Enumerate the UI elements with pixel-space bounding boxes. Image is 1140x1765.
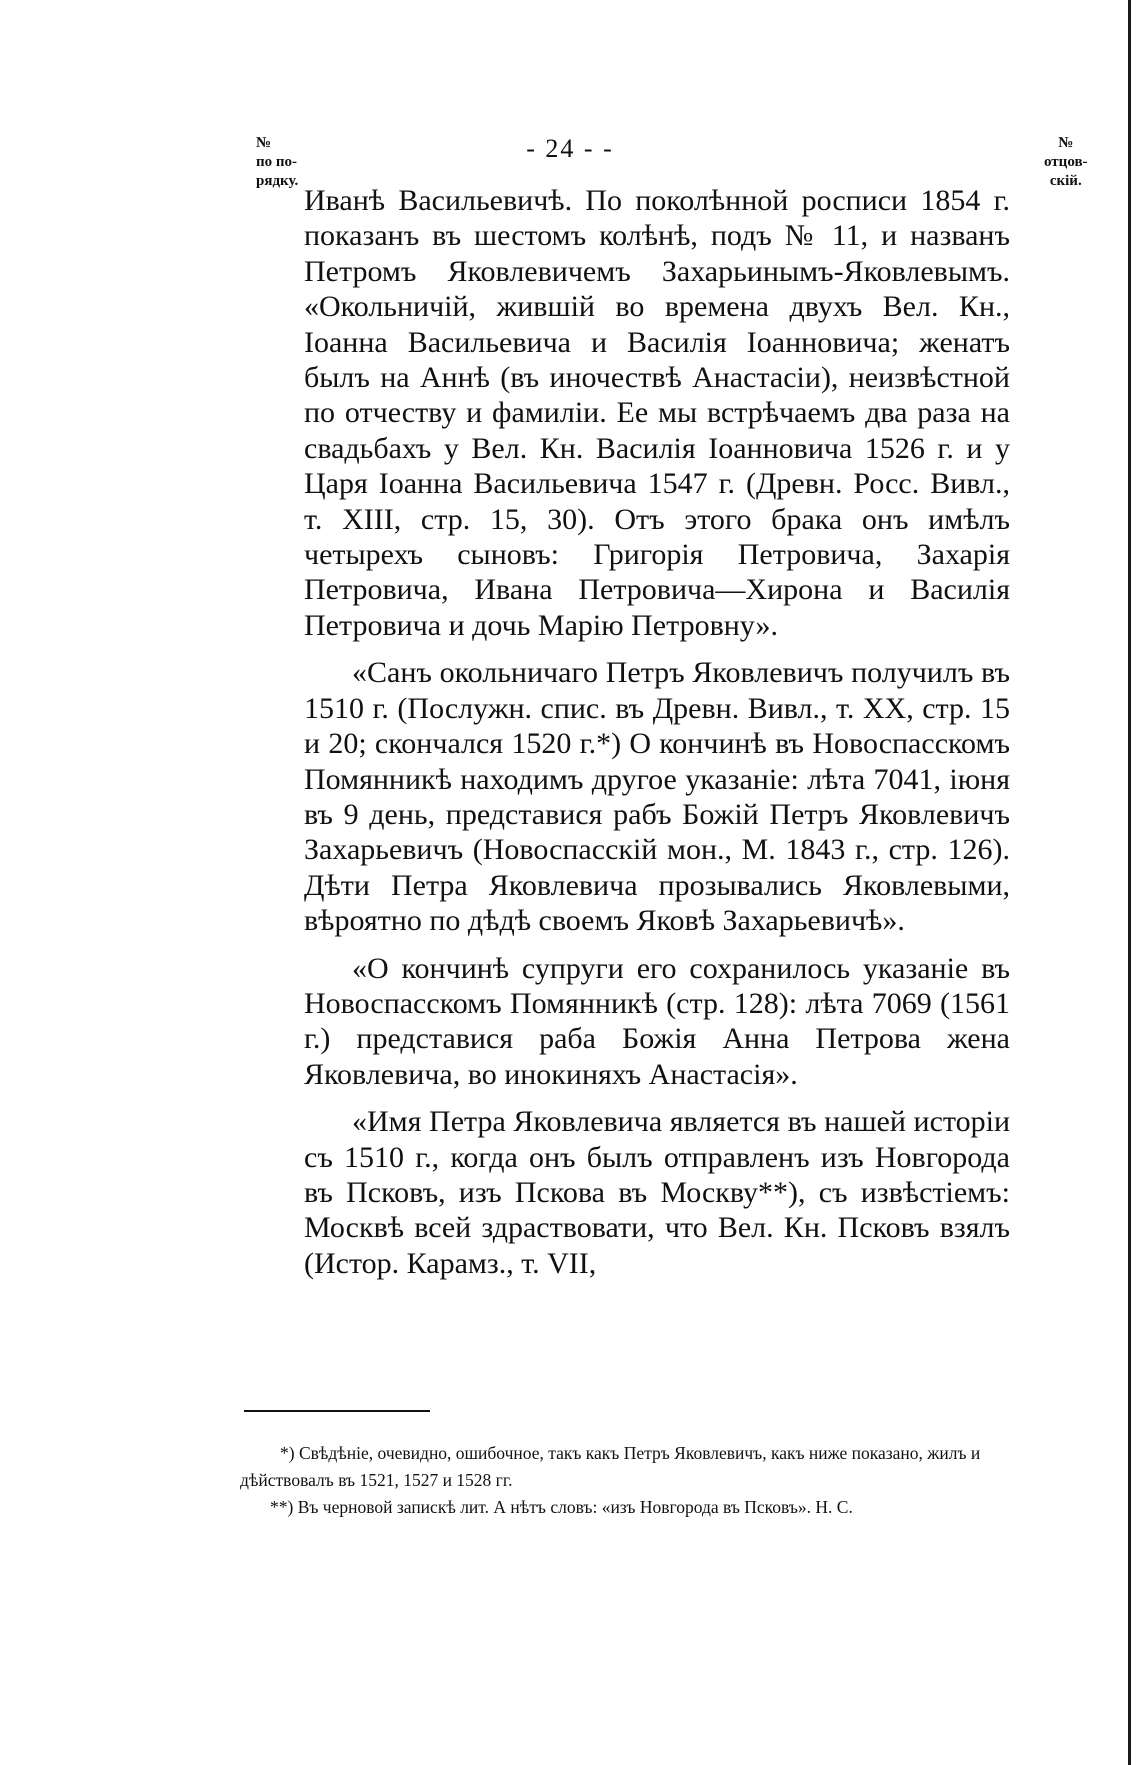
footnote: *) Свѣдѣніе, очевидно, ошибочное, такъ какъ Петръ Яковлевичъ, какъ ниже показано, жилъ и дѣйствовалъ въ 1521, 1527 и 1528 гг.	[240, 1443, 981, 1490]
main-text	[304, 183, 1010, 1281]
paragraph: «Санъ окольничаго Петръ Яковлевичъ получилъ въ 1510 г. (Послужн. спис. въ Древн. Вивл., т. XX, стр. 15 и 20; скончался 1520 г.*) О кончинѣ въ Новоспасскомъ Помянникѣ находимъ другое указаніе: лѣта 7041, іюня въ 9 день, представися рабъ Божій Петръ Яковлевичъ Захарьевичъ (Новоспасскій мон., М. 1843 г., стр. 126). Дѣти Петра Яковлевича прозывались Яковлевыми, вѣроятно по дѣдѣ своемъ Яковѣ Захарьевичѣ».	[304, 656, 1010, 938]
footnotes	[240, 1440, 1076, 1521]
right-margin-line: №	[1058, 135, 1074, 151]
left-margin-line: по по-	[256, 154, 298, 170]
footnote-divider	[244, 1410, 430, 1412]
right-margin-line: отцов-	[1044, 154, 1088, 170]
footnote: **) Въ черновой запискѣ лит. А нѣтъ словъ: «изъ Новгорода въ Псковъ». Н. С.	[270, 1497, 853, 1517]
paragraph: «О кончинѣ супруги его сохранилось указаніе въ Новоспасскомъ Помянникѣ (стр. 128): лѣта 7069 (1561 г.) представися раба Божія Анна Петрова жена Яковлевича, во инокиняхъ Анастасія».	[304, 951, 1010, 1091]
left-margin-label	[256, 134, 298, 191]
paragraph: «Имя Петра Яковлевича является въ нашей исторіи съ 1510 г., когда онъ былъ отправленъ изъ Новгорода въ Псковъ, изъ Пскова въ Москву**), съ извѣстіемъ: Москвѣ всей здраствовати, что Вел. Кн. Псковъ взялъ (Истор. Карамз., т. VII,	[304, 1105, 1010, 1280]
page-edge-line	[1128, 0, 1131, 1765]
right-margin-label	[1044, 134, 1088, 191]
right-margin-line: скій.	[1049, 173, 1082, 189]
left-margin-line: №	[256, 135, 272, 151]
paragraph: Иванѣ Васильевичѣ. По поколѣнной росписи 1854 г. показанъ въ шестомъ колѣнѣ, подъ № 11, и названъ Петромъ Яковлевичемъ Захарьинымъ-Яковлевымъ. «Окольничій, жившій во времена двухъ Вел. Кн., Іоанна Васильевича и Василія Іоанновича; женатъ былъ на Аннѣ (въ иночествѣ Анастасіи), неизвѣстной по отчеству и фамиліи. Ее мы встрѣчаемъ два раза на свадьбахъ у Вел. Кн. Василія Іоанновича 1526 г. и у Царя Іоанна Васильевича 1547 г. (Древн. Росс. Вивл., т. XIII, стр. 15, 30). Отъ этого брака онъ имѣлъ четырехъ сыновъ: Григорія Петровича, Захарія Петровича, Ивана Петровича—Хирона и Василія Петровича и дочь Марію Петровну».	[304, 184, 1010, 642]
page-number: - 24 - -	[526, 134, 614, 163]
left-margin-line: рядку.	[256, 173, 299, 189]
